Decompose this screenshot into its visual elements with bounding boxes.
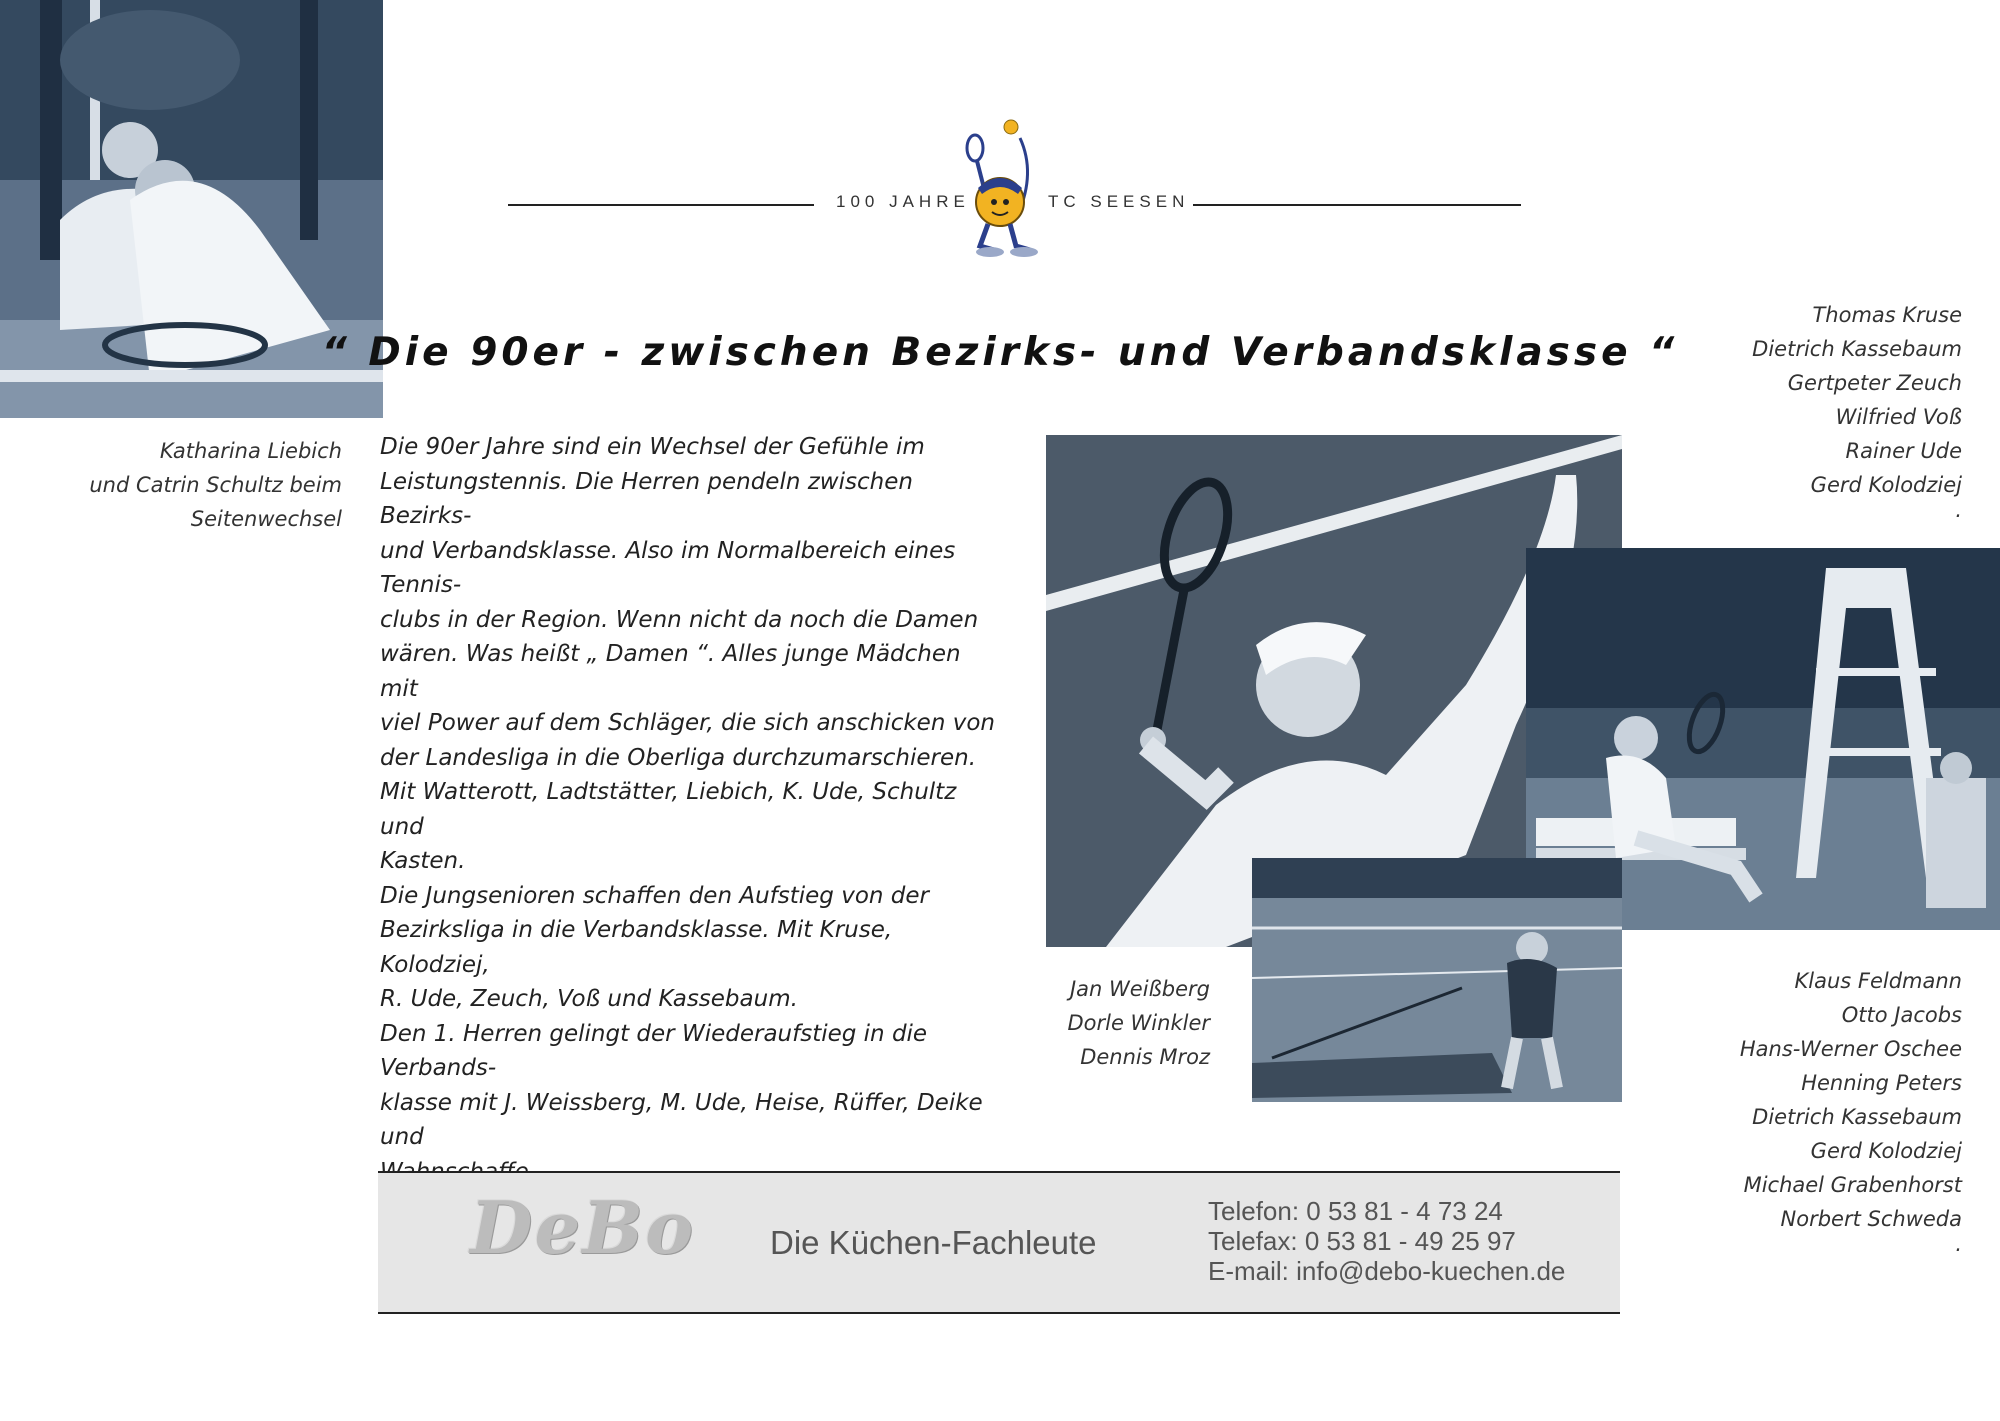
header-club-text: TC SEESEN (1048, 192, 1190, 211)
ad-fax: Telefax: 0 53 81 - 49 25 97 (1208, 1226, 1516, 1256)
body-line: Den 1. Herren gelingt der Wiederaufstieg in die Verbands- (380, 1020, 928, 1081)
name-item: Jan Weißberg (1069, 977, 1210, 1001)
debo-logo: DeBo (470, 1185, 696, 1270)
name-item: Dietrich Kassebaum (1752, 337, 1962, 361)
page-title: “ Die 90er - zwischen Bezirks- und Verbandsklasse “ (321, 330, 1679, 375)
names-list-seniors (1640, 298, 1962, 522)
name-item: Gertpeter Zeuch (1787, 371, 1962, 395)
header-jubilee-text: 100 JAHRE (836, 192, 970, 211)
ad-phone: Telefon: 0 53 81 - 4 73 24 (1208, 1196, 1503, 1226)
names-list-team (1640, 964, 1962, 1256)
ad-contact (1208, 1196, 1565, 1286)
body-line: der Landesliga in die Oberliga durchzumarschieren. (380, 744, 977, 771)
ad-email: E-mail: info@debo-kuechen.de (1208, 1256, 1566, 1286)
body-line: und Verbandsklasse. Also im Normalbereich eines Tennis- (380, 537, 956, 598)
name-item: Rainer Ude (1845, 439, 1962, 463)
body-line: Die 90er Jahre sind ein Wechsel der Gefühle im (380, 434, 925, 460)
caption-line: und Catrin Schultz beim (89, 473, 342, 497)
name-item: . (1955, 498, 1962, 522)
name-item: Thomas Kruse (1812, 303, 1962, 327)
name-item: Dennis Mroz (1080, 1045, 1210, 1069)
name-item: Dietrich Kassebaum (1752, 1105, 1962, 1129)
photo-court-drag (1252, 858, 1622, 1102)
name-item: Wilfried Voß (1835, 405, 1962, 429)
name-item: . (1955, 1232, 1962, 1256)
article-body (380, 430, 1000, 1189)
body-line: Die Jungsenioren schaffen den Aufstieg von der (380, 882, 929, 909)
header-rule-right (1193, 204, 1521, 206)
name-item: Klaus Feldmann (1794, 969, 1962, 993)
body-line: wären. Was heißt „ Damen “. Alles junge Mädchen mit (380, 641, 961, 702)
ad-slogan: Die Küchen-Fachleute (770, 1224, 1097, 1261)
body-line: Mit Watterott, Ladtstätter, Liebich, K. Ude, Schultz und (380, 779, 957, 840)
body-line: R. Ude, Zeuch, Voß und Kassebaum. (380, 986, 798, 1012)
name-item: Hans-Werner Oschee (1739, 1037, 1962, 1061)
caption-girls (80, 434, 342, 536)
caption-line: Seitenwechsel (190, 507, 342, 531)
body-line: Leistungstennis. Die Herren pendeln zwischen Bezirks- (380, 468, 913, 529)
name-item: Otto Jacobs (1841, 1003, 1962, 1027)
names-list-photo (1000, 972, 1210, 1074)
name-item: Norbert Schweda (1780, 1207, 1962, 1231)
name-item: Dorle Winkler (1067, 1011, 1210, 1035)
caption-line: Katharina Liebich (159, 439, 342, 463)
body-line: Bezirksliga in die Verbandsklasse. Mit Kruse, Kolodziej, (380, 917, 893, 978)
body-line: Kasten. (380, 848, 466, 874)
name-item: Michael Grabenhorst (1743, 1173, 1962, 1197)
header-rule-left (508, 204, 814, 206)
body-line: klasse mit J. Weissberg, M. Ude, Heise, Rüffer, Deike und (380, 1089, 983, 1150)
body-line: clubs in der Region. Wenn nicht da noch die Damen (380, 606, 979, 633)
body-line: viel Power auf dem Schläger, die sich anschicken von (380, 710, 995, 736)
name-item: Henning Peters (1801, 1071, 1962, 1095)
name-item: Gerd Kolodziej (1810, 1139, 1962, 1163)
name-item: Gerd Kolodziej (1810, 473, 1962, 497)
mascot-logo (960, 118, 1040, 260)
